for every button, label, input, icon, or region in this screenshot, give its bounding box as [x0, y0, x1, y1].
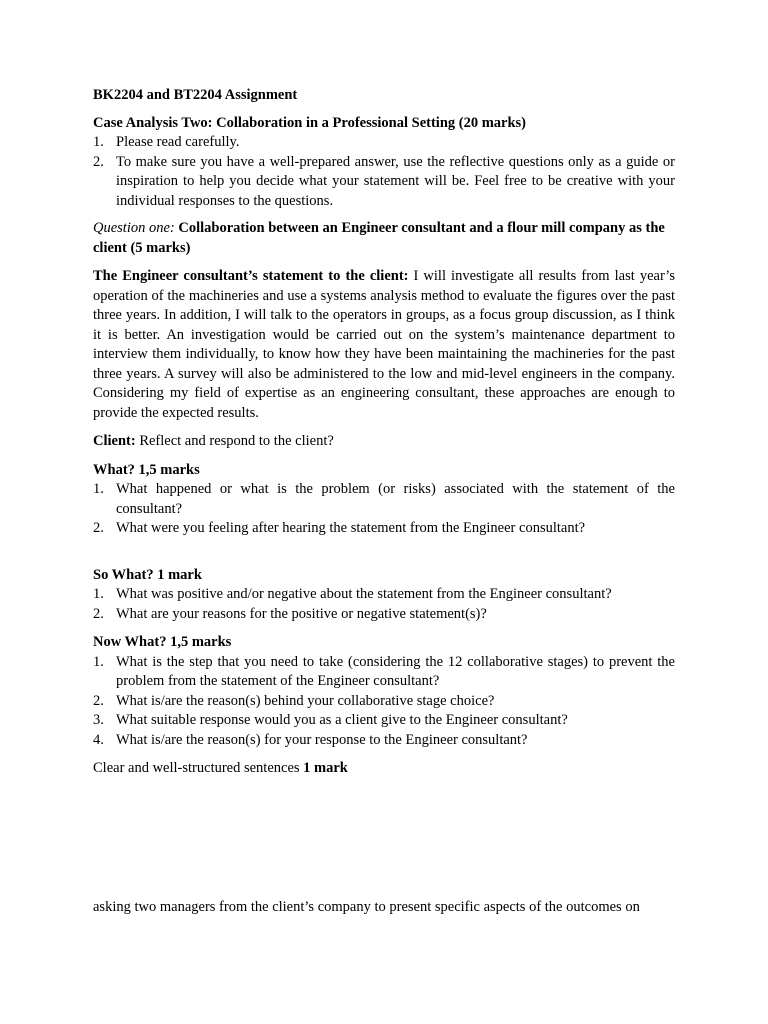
list-number: 3.	[93, 712, 104, 728]
so-what-heading: So What? 1 mark	[93, 566, 202, 583]
statement-text: I will investigate all results from last year’s operation of the machineries and use a systems analysis method to evaluate the figures over the past three years. In addition, I will talk to the operators in groups, as a focus group discussion, as I think it is better. An investigation would be carried out on the system’s maintenance department to interview them individually, to know how they have been maintaining the machineries for the past three years. A survey will also be administered to the low and mid-level engineers in the company. Considering my field of expertise as an engineering consultant, these approaches are enough to provide the expected results.	[93, 268, 675, 421]
list-item	[93, 731, 675, 751]
question-one-title: Collaboration between an Engineer consultant and a flour mill company as the client (5 marks)	[93, 220, 665, 256]
consultant-statement	[93, 267, 675, 423]
question-one	[93, 219, 675, 258]
list-text: What happened or what is the problem (or risks) associated with the statement of the consultant?	[116, 481, 675, 517]
list-item	[93, 153, 675, 212]
list-number: 4.	[93, 731, 104, 748]
list-number: 2.	[93, 520, 104, 536]
list-item	[93, 605, 675, 625]
list-number: 2.	[93, 692, 104, 709]
list-text: Please read carefully.	[116, 134, 240, 150]
list-number: 1.	[93, 134, 104, 150]
list-number: 2.	[93, 153, 104, 170]
list-item	[93, 480, 675, 519]
list-text: What were you feeling after hearing the statement from the Engineer consultant?	[116, 520, 586, 536]
what-heading: What? 1,5 marks	[93, 461, 200, 478]
bottom-fragment-text: asking two managers from the client’s company to present specific aspects of the outcomes on	[93, 899, 640, 915]
clear-sentences-mark: 1 mark	[303, 760, 348, 776]
list-text: What is the step that you need to take (considering the 12 collaborative stages) to prevent the problem from the statement of the Engineer consultant?	[116, 653, 675, 689]
list-item	[93, 692, 675, 712]
document-page	[93, 86, 675, 779]
client-text: Reflect and respond to the client?	[135, 433, 334, 449]
clear-sentences-line	[93, 759, 675, 779]
case-title: Case Analysis Two: Collaboration in a Professional Setting (20 marks)	[93, 114, 527, 131]
now-what-list	[93, 653, 675, 751]
question-one-label: Question one:	[93, 220, 175, 236]
list-text: What was positive and/or negative about the statement from the Engineer consultant?	[116, 586, 612, 602]
what-list	[93, 480, 675, 539]
list-item	[93, 585, 675, 605]
client-label: Client:	[93, 433, 136, 449]
list-number: 1.	[93, 653, 104, 670]
list-number: 1.	[93, 586, 104, 602]
list-item	[93, 519, 675, 539]
list-number: 1.	[93, 481, 104, 497]
list-text: What is/are the reason(s) for your response to the Engineer consultant?	[116, 731, 528, 748]
list-text: What is/are the reason(s) behind your collaborative stage choice?	[116, 692, 495, 709]
list-item	[93, 711, 675, 731]
statement-label: The Engineer consultant’s statement to the client:	[93, 268, 409, 284]
list-text: To make sure you have a well-prepared answer, use the reflective questions only as a guide or inspiration to help you decide what your statement will be. Feel free to be creative with your individual responses to the questions.	[116, 153, 675, 209]
client-prompt	[93, 432, 675, 452]
clear-sentences-text: Clear and well-structured sentences	[93, 760, 304, 776]
list-text: What are your reasons for the positive or negative statement(s)?	[116, 605, 487, 622]
list-item	[93, 133, 675, 153]
list-number: 2.	[93, 605, 104, 622]
list-item	[93, 653, 675, 692]
now-what-heading: Now What? 1,5 marks	[93, 634, 232, 650]
so-what-list	[93, 585, 675, 624]
list-text: What suitable response would you as a client give to the Engineer consultant?	[116, 712, 568, 728]
document-title: BK2204 and BT2204 Assignment	[93, 87, 298, 103]
instructions-list	[93, 133, 675, 211]
